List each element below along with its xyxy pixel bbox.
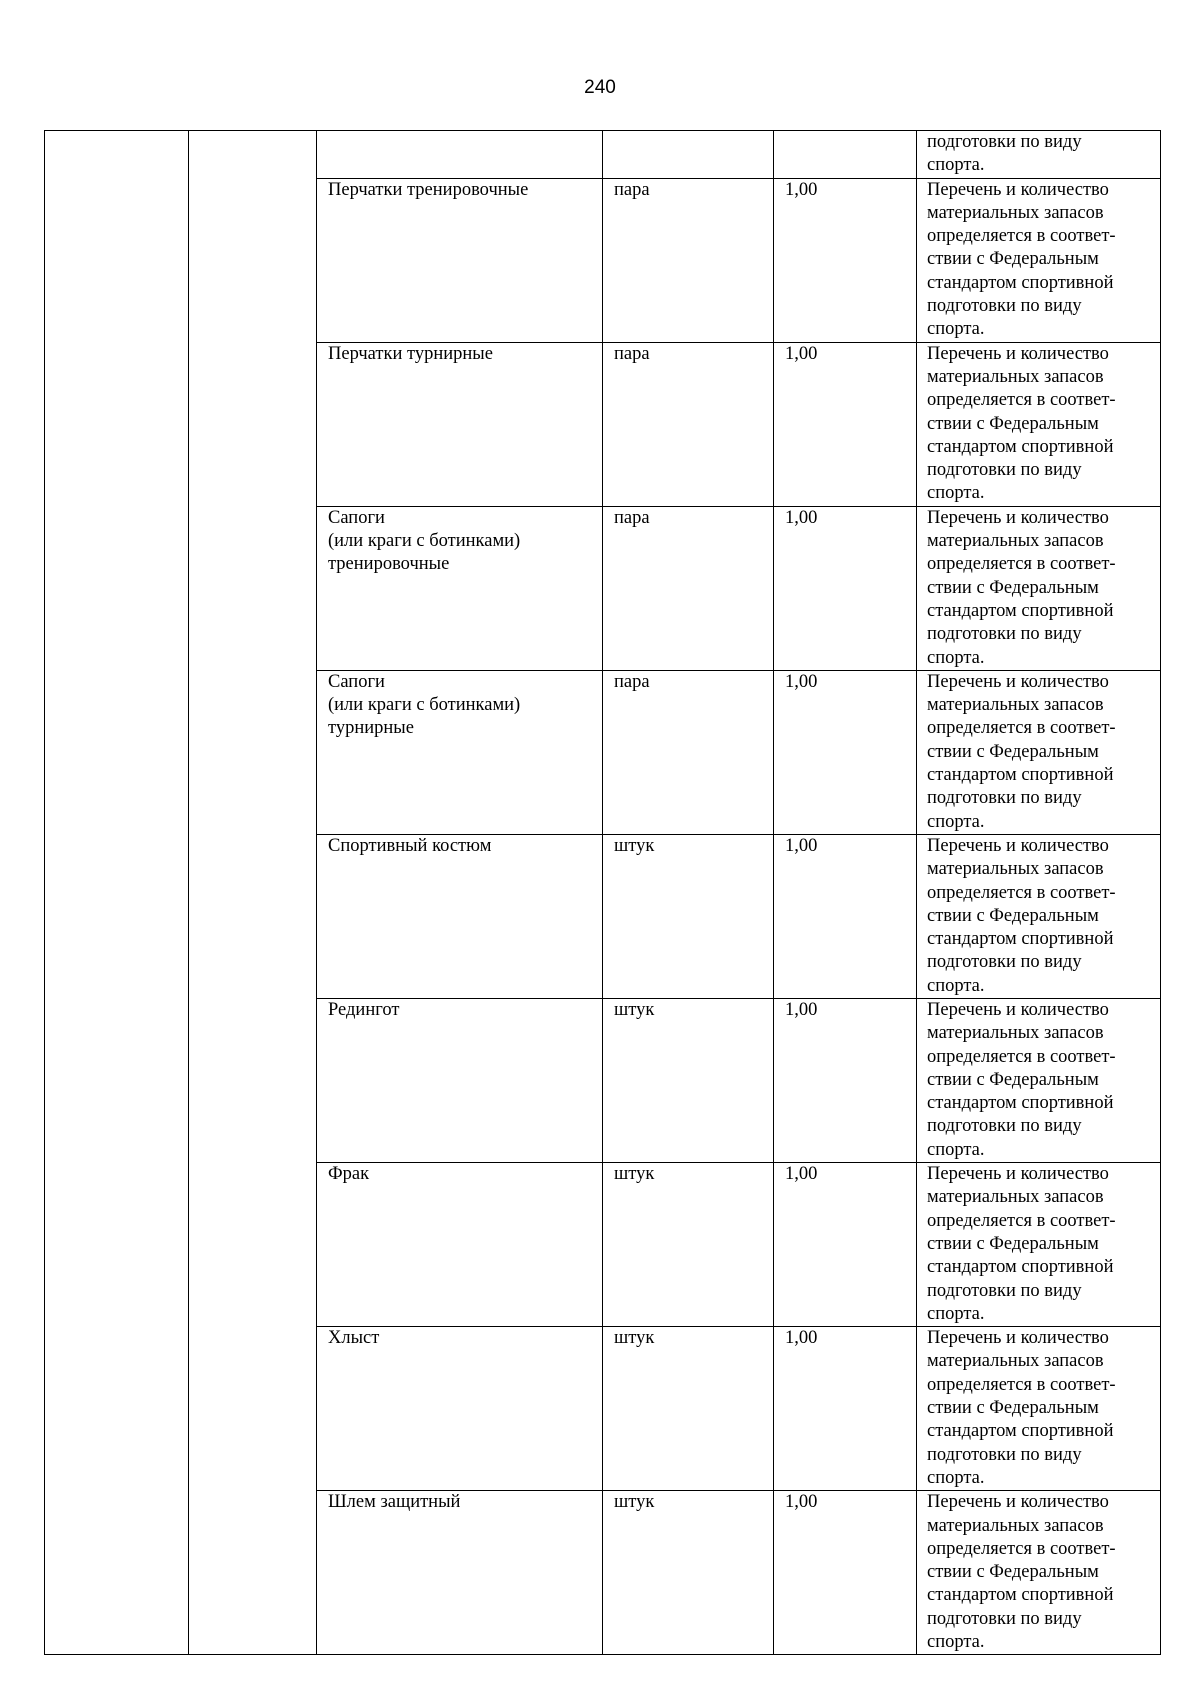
item-name-cell: Спортивный костюм xyxy=(317,834,603,998)
table-row-continued xyxy=(45,131,1161,179)
note-cell: Перечень и количество материальных запасов определяется в соответ- ствии с Федеральным стандартом спортивной подготовки по виду спорта. xyxy=(917,1163,1161,1327)
unit-cell: штук xyxy=(603,998,774,1162)
note-cell: Перечень и количество материальных запасов определяется в соответ- ствии с Федеральным стандартом спортивной подготовки по виду спорта. xyxy=(917,670,1161,834)
unit-cell: пара xyxy=(603,506,774,670)
note-cell: Перечень и количество материальных запасов определяется в соответ- ствии с Федеральным стандартом спортивной подготовки по виду спорта. xyxy=(917,178,1161,342)
item-name-cell: Фрак xyxy=(317,1163,603,1327)
item-name-cell xyxy=(317,131,603,179)
quantity-cell xyxy=(774,131,917,179)
materials-table xyxy=(44,130,1161,1655)
quantity-cell: 1,00 xyxy=(774,1163,917,1327)
unit-cell: штук xyxy=(603,1491,774,1655)
quantity-cell: 1,00 xyxy=(774,178,917,342)
unit-cell: штук xyxy=(603,1163,774,1327)
page-number: 240 xyxy=(584,77,616,98)
note-cell: Перечень и количество материальных запасов определяется в соответ- ствии с Федеральным стандартом спортивной подготовки по виду спорта. xyxy=(917,834,1161,998)
item-name-cell: Перчатки тренировочные xyxy=(317,178,603,342)
note-cell: Перечень и количество материальных запасов определяется в соответ- ствии с Федеральным стандартом спортивной подготовки по виду спорта. xyxy=(917,342,1161,506)
unit-cell: пара xyxy=(603,670,774,834)
quantity-cell: 1,00 xyxy=(774,1491,917,1655)
quantity-cell: 1,00 xyxy=(774,506,917,670)
item-name-cell: Сапоги (или краги с ботинками) турнирные xyxy=(317,670,603,834)
quantity-cell: 1,00 xyxy=(774,670,917,834)
note-cell: Перечень и количество материальных запасов определяется в соответ- ствии с Федеральным стандартом спортивной подготовки по виду спорта. xyxy=(917,1327,1161,1491)
note-cell: Перечень и количество материальных запасов определяется в соответ- ствии с Федеральным стандартом спортивной подготовки по виду спорта. xyxy=(917,1491,1161,1655)
unit-cell xyxy=(603,131,774,179)
quantity-cell: 1,00 xyxy=(774,1327,917,1491)
note-cell: Перечень и количество материальных запасов определяется в соответ- ствии с Федеральным стандартом спортивной подготовки по виду спорта. xyxy=(917,506,1161,670)
unit-cell: штук xyxy=(603,1327,774,1491)
quantity-cell: 1,00 xyxy=(774,998,917,1162)
merged-cell-col2 xyxy=(189,131,317,1655)
quantity-cell: 1,00 xyxy=(774,342,917,506)
note-cell: Перечень и количество материальных запасов определяется в соответ- ствии с Федеральным стандартом спортивной подготовки по виду спорта. xyxy=(917,998,1161,1162)
item-name-cell: Хлыст xyxy=(317,1327,603,1491)
unit-cell: штук xyxy=(603,834,774,998)
item-name-cell: Сапоги (или краги с ботинками) тренировочные xyxy=(317,506,603,670)
unit-cell: пара xyxy=(603,342,774,506)
unit-cell: пара xyxy=(603,178,774,342)
item-name-cell: Перчатки турнирные xyxy=(317,342,603,506)
item-name-cell: Редингот xyxy=(317,998,603,1162)
merged-cell-col1 xyxy=(45,131,189,1655)
quantity-cell: 1,00 xyxy=(774,834,917,998)
note-cell: подготовки по виду спорта. xyxy=(917,131,1161,179)
item-name-cell: Шлем защитный xyxy=(317,1491,603,1655)
